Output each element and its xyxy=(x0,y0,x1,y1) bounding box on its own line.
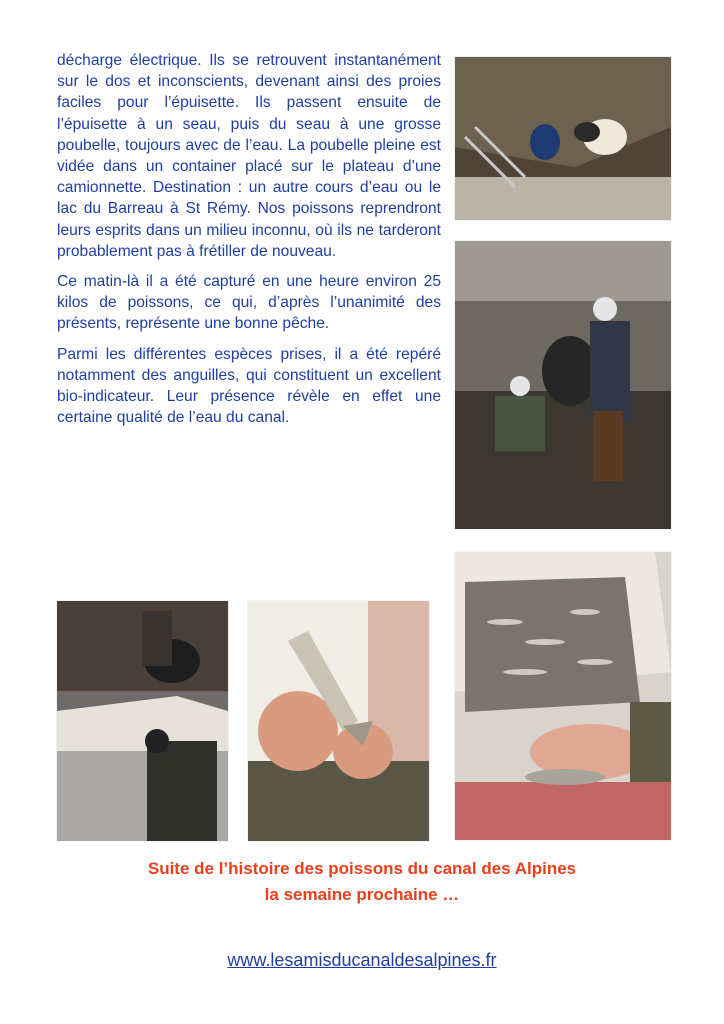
photo-men-lifting-bin xyxy=(455,241,671,529)
photo-canal-pit-buckets xyxy=(455,57,671,220)
footer-headline-line2: la semaine prochaine … xyxy=(264,885,460,904)
paragraph-2: Ce matin-là il a été capturé en une heure environ 25 kilos de poissons, ce qui, d’après l’unanimité des présents, représente une bonne pêche. xyxy=(57,273,441,333)
photo-emptying-into-truck xyxy=(57,601,228,841)
footer-headline-line1: Suite de l’histoire des poissons du canal des Alpines xyxy=(147,859,577,878)
paragraph-3: Parmi les différentes espèces prises, il a été repéré notamment des anguilles, qui constituent un excellent bio-indicateur. Leur présence révèle en effet une certaine qualité de l’eau du canal. xyxy=(57,345,441,427)
photo-hand-holding-fish xyxy=(248,601,429,841)
footer-headline xyxy=(0,856,724,908)
paragraph-1: décharge électrique. Ils se retrouvent instantanément sur le dos et inconscients, devenant ainsi des proies faciles pour l’épuisette. Ils passent ensuite de l’épuisette à un seau, puis du seau à une grosse poubelle, toujours avec de l’eau. La poubelle pleine est vidée dans un container placé sur le plateau d’une camionnette. Destination : un autre cours d’eau ou le lac du Barreau à St Rémy. Nos poissons reprendront leurs esprits dans un milieu inconnu, où ils ne tarderont probablement pas à frétiller de nouveau. xyxy=(57,52,441,260)
website-link[interactable]: www.lesamisducanaldesalpines.fr xyxy=(227,950,497,970)
article-text xyxy=(57,50,441,437)
photo-container-of-fish xyxy=(455,552,671,840)
